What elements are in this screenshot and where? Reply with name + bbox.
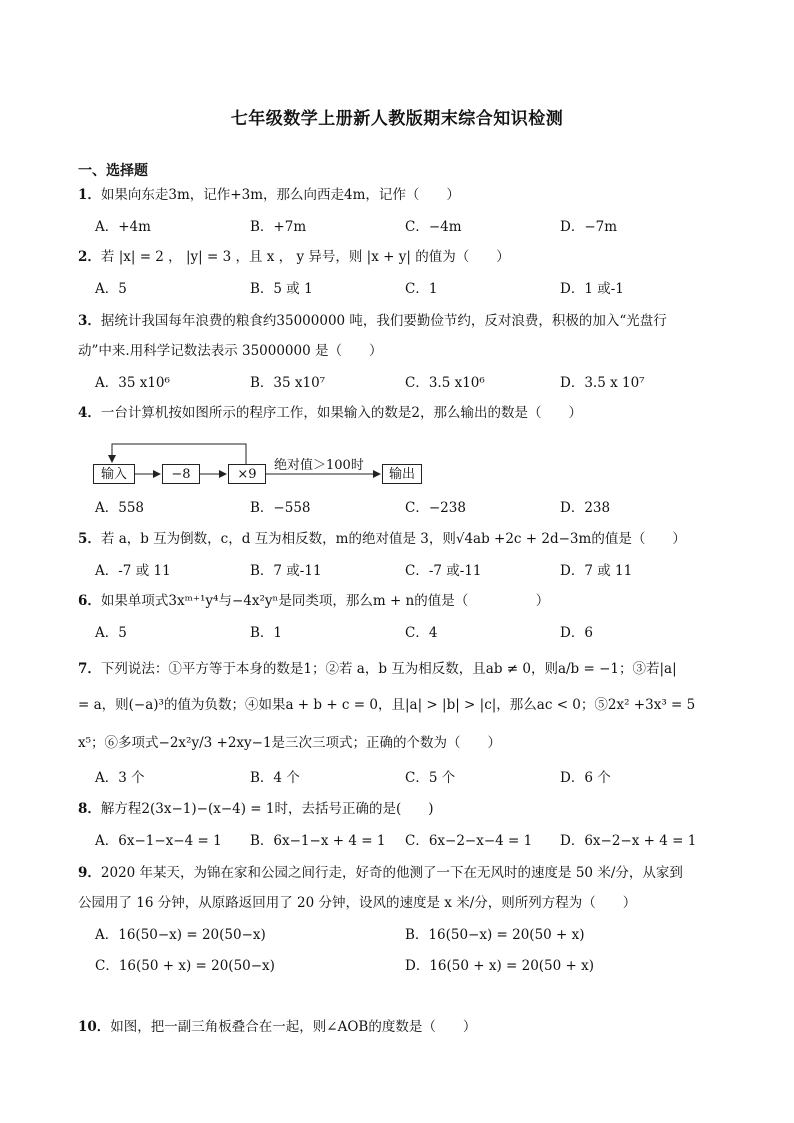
question-number: 6． <box>78 593 101 609</box>
option-c: C．16(50 + x) = 20(50−x) <box>95 958 275 974</box>
flow-minus-8-box: −8 <box>162 464 200 484</box>
question-number: 10． <box>78 1019 111 1035</box>
option-b: B．16(50−x) = 20(50 + x) <box>405 927 585 943</box>
option-b: B．7 或-11 <box>250 563 322 579</box>
question-text: 据统计我国每年浪费的粮食约35000000 吨，我们要勤俭节约，反对浪费，积极的加入“光盘行 <box>100 313 667 329</box>
question-8 <box>78 798 718 820</box>
question-text: 若 a，b 互为倒数，c，d 互为相反数，m的绝对值是 3，则√4ab +2c + 2d−3m的值是（ ） <box>100 531 686 547</box>
question-text: 如图，把一副三角板叠合在一起，则∠AOB的度数是（ ） <box>110 1019 477 1035</box>
option-c: C．−238 <box>405 500 466 516</box>
question-number: 7． <box>78 661 101 677</box>
question-7-continued <box>78 732 718 754</box>
option-b: B．1 <box>250 625 283 641</box>
document-title: 七年级数学上册新人教版期末综合知识检测 <box>230 109 564 129</box>
option-b: B．5 或 1 <box>250 281 313 297</box>
option-b: B．6x−1−x + 4 = 1 <box>250 833 386 849</box>
question-7 <box>78 658 718 680</box>
question-10 <box>78 1016 718 1038</box>
question-number: 2． <box>78 249 101 265</box>
flow-output-box: 输出 <box>382 464 422 484</box>
flow-condition-label: 绝对值＞100时 <box>274 458 364 473</box>
option-d: D．−7m <box>560 219 618 235</box>
question-6 <box>78 590 718 612</box>
option-c: C．-7 或-11 <box>405 563 482 579</box>
option-d: D．7 或 11 <box>560 563 633 579</box>
question-text: x⁵；⑥多项式−2x²y/3 +2xy−1是三次三项式；正确的个数为（ ） <box>78 735 502 751</box>
option-b: B．+7m <box>250 219 307 235</box>
option-c: C．−4m <box>405 219 462 235</box>
option-d: D．6 个 <box>560 770 611 786</box>
question-text: 一台计算机按如图所示的程序工作，如果输入的数是2，那么输出的数是（ ） <box>100 405 582 421</box>
question-9-continued <box>78 892 718 914</box>
question-number: 1． <box>78 187 101 203</box>
question-text: 如果向东走3m，记作+3m，那么向西走4m，记作（ ） <box>100 187 460 203</box>
section-heading: 一、选择题 <box>78 163 148 179</box>
question-text: 若 |x| = 2 ， |y| = 3 ，且 x ， y 异号，则 |x + y| 的值为（ ） <box>100 249 510 265</box>
question-number: 5． <box>78 531 101 547</box>
option-d: D．3.5 x 10⁷ <box>560 375 645 391</box>
flow-input-box: 输入 <box>93 464 135 484</box>
option-d: D．16(50 + x) = 20(50 + x) <box>405 958 595 974</box>
option-a: A．558 <box>95 500 145 516</box>
question-number: 3． <box>78 313 101 329</box>
question-text: 动”中来.用科学记数法表示 35000000 是（ ） <box>78 343 383 359</box>
option-d: D．1 或-1 <box>560 281 624 297</box>
option-b: B．35 x10⁷ <box>250 375 326 391</box>
question-text: = a，则(−a)³的值为负数；④如果a + b + c = 0，且|a| > |b| > |c|，那么ac < 0；⑤2x² +3x³ = 5 <box>78 697 696 713</box>
option-a: A．5 <box>95 281 127 297</box>
option-a: A．35 x10⁶ <box>95 375 170 391</box>
question-number: 4． <box>78 405 101 421</box>
question-text: 公园用了 16 分钟，从原路返回用了 20 分钟，设风的速度是 x 米/分，则所列方程为（ ） <box>78 895 637 911</box>
question-5 <box>78 528 718 550</box>
option-a: A．+4m <box>95 219 151 235</box>
flow-times-9-box: ×9 <box>228 464 266 484</box>
option-b: B．−558 <box>250 500 311 516</box>
option-d: D．6x−2−x + 4 = 1 <box>560 833 697 849</box>
question-text: 下列说法：①平方等于本身的数是1；②若 a，b 互为相反数，且ab ≠ 0，则a/b = −1；③若|a| <box>100 661 677 677</box>
question-text: 解方程2(3x−1)−(x−4) = 1时，去括号正确的是( ) <box>100 801 434 817</box>
question-number: 8． <box>78 801 101 817</box>
question-7-continued <box>78 694 718 716</box>
question-text: 2020 年某天，为锦在家和公园之间行走，好奇的他测了一下在无风时的速度是 50 米/分，从家到 <box>100 865 683 881</box>
option-a: A．3 个 <box>95 770 145 786</box>
option-c: C．3.5 x10⁶ <box>405 375 485 391</box>
option-c: C．1 <box>405 281 438 297</box>
option-a: A．5 <box>95 625 127 641</box>
option-c: C．5 个 <box>405 770 456 786</box>
option-d: D．6 <box>560 625 593 641</box>
option-b: B．4 个 <box>250 770 300 786</box>
question-9 <box>78 862 718 884</box>
option-c: C．4 <box>405 625 438 641</box>
option-a: A．-7 或 11 <box>95 563 171 579</box>
question-number: 9． <box>78 865 101 881</box>
option-a: A．6x−1−x−4 = 1 <box>95 833 222 849</box>
option-d: D．238 <box>560 500 611 516</box>
option-a: A．16(50−x) = 20(50−x) <box>95 927 266 943</box>
question-text: 如果单项式3xᵐ⁺¹y⁴与−4x²yⁿ是同类项，那么m + n的值是（ ） <box>100 593 550 609</box>
option-c: C．6x−2−x−4 = 1 <box>405 833 533 849</box>
